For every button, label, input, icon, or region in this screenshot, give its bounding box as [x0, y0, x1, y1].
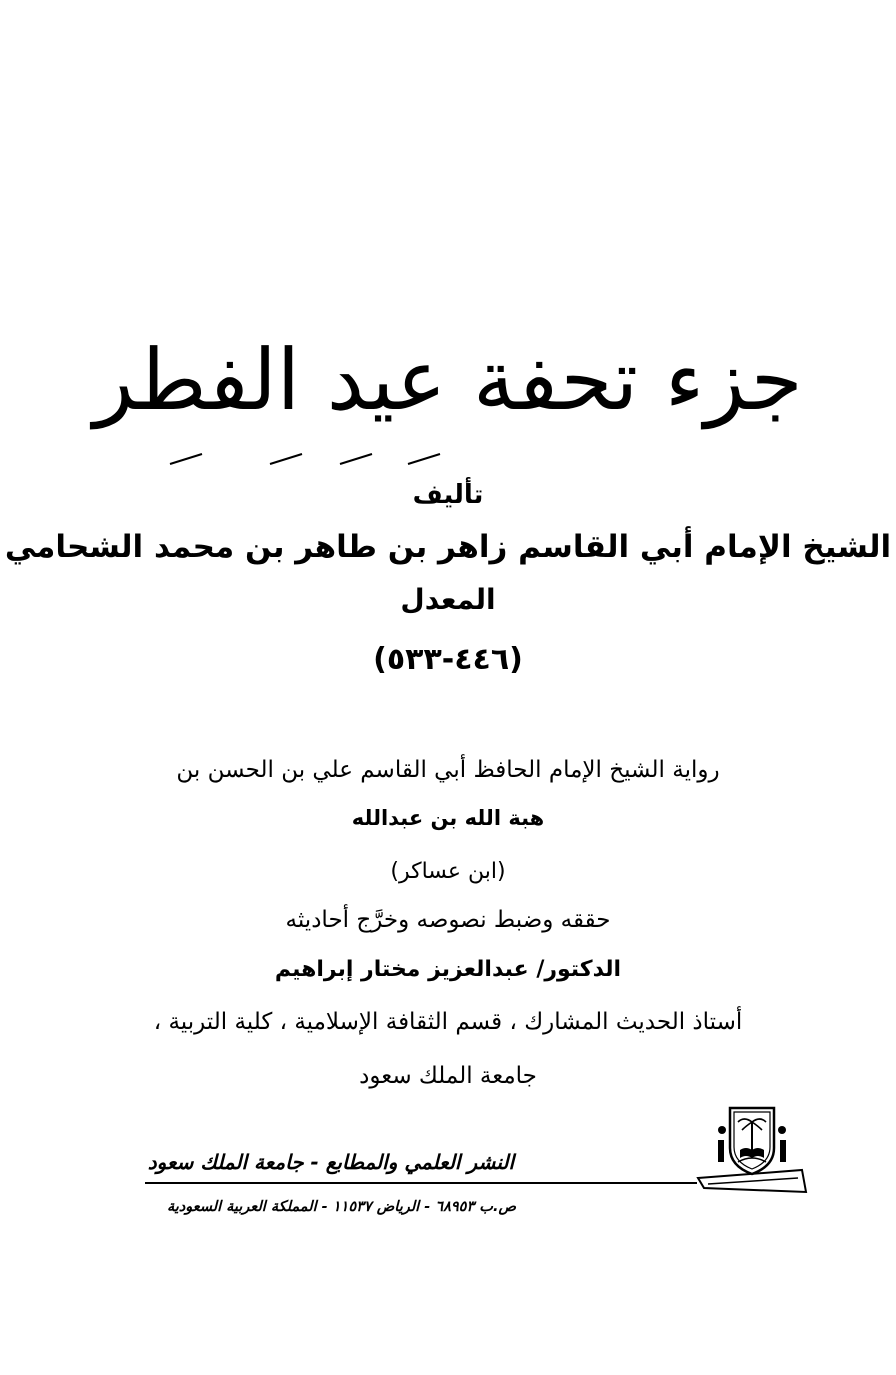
author-epithet: المعدل: [400, 583, 496, 616]
editor-position: أستاذ الحديث المشارك ، قسم الثقافة الإسلامية ، كلية التربية ،: [153, 1009, 743, 1035]
university-emblem-icon: [690, 1100, 810, 1200]
title-diacritics-decoration: [140, 440, 760, 480]
book-title: جزء تحفة عيد الفطر: [93, 331, 803, 429]
publisher-name: النشر العلمي والمطابع - جامعة الملك سعود: [147, 1150, 514, 1174]
publisher-address: ص.ب ٦٨٩٥٣ - الرياض ١١٥٣٧ - المملكة العربية السعودية: [166, 1199, 516, 1215]
narration-line-3: (ابن عساكر): [390, 859, 506, 884]
authorship-label: تأليف: [412, 480, 484, 510]
editor-role: حققه وضبط نصوصه وخرَّج أحاديثه: [285, 907, 611, 933]
author-dates: (٤٤٦-٥٣٣): [373, 642, 523, 677]
narration-line-1: رواية الشيخ الإمام الحافظ أبي القاسم علي بن الحسن بن: [176, 757, 720, 783]
editor-university: جامعة الملك سعود: [359, 1063, 537, 1089]
author-name: الشيخ الإمام أبي القاسم زاهر بن طاهر بن محمد الشحامي: [4, 529, 892, 565]
publisher-divider: [145, 1182, 697, 1184]
editor-name: الدكتور/ عبدالعزيز مختار إبراهيم: [274, 957, 622, 982]
narration-line-2: هبة الله بن عبدالله: [351, 806, 545, 830]
